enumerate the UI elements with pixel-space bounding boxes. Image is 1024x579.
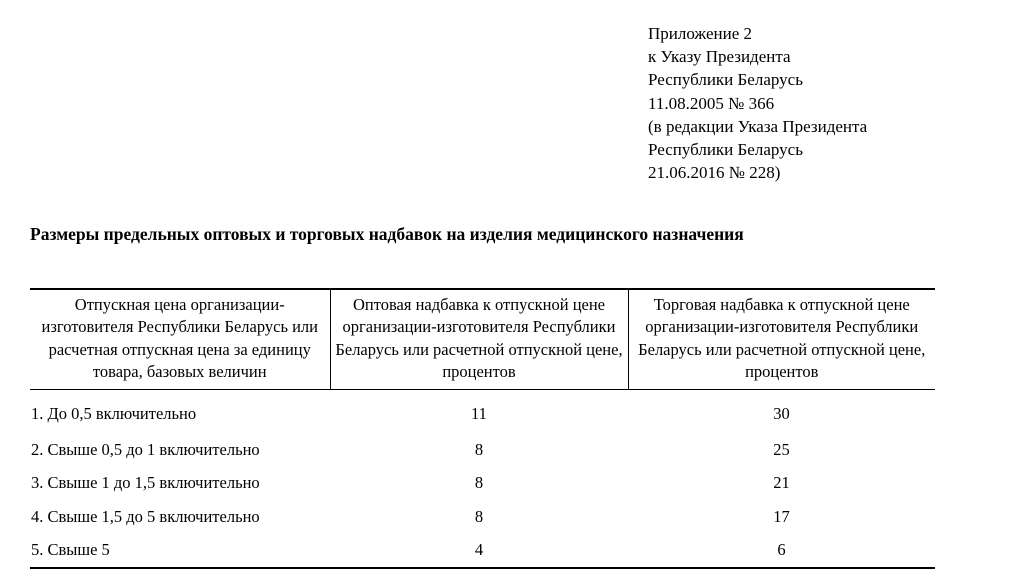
cell-price-range: 5. Свыше 5: [30, 533, 330, 568]
cell-wholesale-markup: 8: [474, 473, 484, 493]
reference-line-3: Республики Беларусь: [648, 70, 803, 90]
cell-retail-markup: 21: [773, 473, 790, 493]
table-row: [30, 533, 935, 568]
table-row: [30, 389, 935, 433]
reference-line-6: Республики Беларусь: [648, 140, 803, 160]
page-title: Размеры предельных оптовых и торговых надбавок на изделия медицинского назначения: [30, 224, 744, 244]
column-header-wholesale-markup: Оптовая надбавка к отпускной цене организации-изготовителя Республики Беларусь или расчетной отпускной цене, процентов: [330, 289, 628, 389]
reference-line-7: 21.06.2016 № 228): [648, 163, 781, 183]
cell-retail-markup: 6: [628, 533, 935, 568]
cell-price-range: 4. Свыше 1,5 до 5 включительно: [31, 506, 260, 526]
table-row: [30, 433, 935, 467]
column-header-retail-markup: Торговая надбавка к отпускной цене организации-изготовителя Республики Беларусь или расчетной отпускной цене, процентов: [628, 289, 935, 389]
markup-rates-table-container: [30, 288, 935, 569]
cell-wholesale-markup: 11: [471, 403, 487, 423]
cell-price-range: 2. Свыше 0,5 до 1 включительно: [31, 439, 260, 459]
cell-retail-markup: 30: [773, 403, 790, 423]
cell-price-range: 1. До 0,5 включительно: [31, 403, 197, 423]
table-header-row: [30, 289, 935, 389]
cell-wholesale-markup: 8: [474, 439, 484, 459]
cell-price-range: 3. Свыше 1 до 1,5 включительно: [31, 473, 260, 493]
reference-line-4: 11.08.2005 № 366: [648, 93, 775, 113]
cell-wholesale-markup: 4: [330, 533, 628, 568]
markup-rates-table: [30, 288, 935, 569]
column-header-price-range: Отпускная цена организации-изготовителя Республики Беларусь или расчетная отпускная цена за единицу товара, базовых величин: [30, 289, 330, 389]
cell-wholesale-markup: 8: [474, 506, 484, 526]
cell-retail-markup: 25: [773, 439, 790, 459]
table-body: [30, 389, 935, 568]
table-row: [30, 466, 935, 500]
reference-line-1: Приложение 2: [648, 24, 752, 43]
cell-retail-markup: 17: [773, 506, 790, 526]
reference-line-5: (в редакции Указа Президента: [648, 116, 868, 136]
table-row: [30, 500, 935, 534]
table-header: [30, 289, 935, 389]
reference-line-2: к Указу Президента: [648, 47, 791, 67]
document-reference-block: [648, 22, 988, 184]
